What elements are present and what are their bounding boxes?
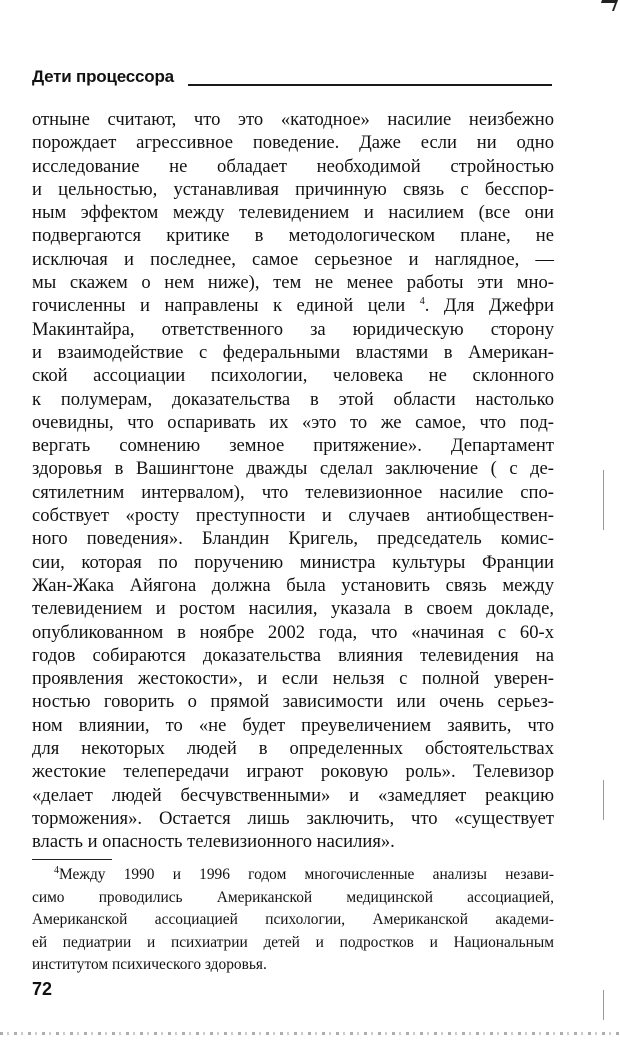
scan-artifact-edge xyxy=(603,470,604,530)
running-head-rule xyxy=(188,84,552,86)
body-line: ностью говорить о прямой зависимости или очень серьез- xyxy=(32,691,554,713)
body-line: сятилетним интервалом), что телевизионное насилие спо- xyxy=(32,481,554,503)
footnote-separator xyxy=(32,859,112,860)
body-line: и взаимодействие с федеральными властями в Американ- xyxy=(32,341,554,363)
body-line: Макинтайра, ответственного за юридическую сторону xyxy=(32,318,554,340)
body-line: подвергаются критике в методологическом плане, не xyxy=(32,225,554,247)
body-line: исключая и последнее, самое серьезное и наглядное, — xyxy=(32,248,554,270)
body-line: порождает агрессивное поведение. Даже если ни одно xyxy=(32,132,554,154)
scan-artifact-edge xyxy=(603,780,604,820)
body-line: власть и опасность телевизионного насилия». xyxy=(32,831,395,853)
body-line: вергать сомнению земное притяжение». Департамент xyxy=(32,435,554,457)
running-head xyxy=(32,66,552,90)
body-line: ской ассоциации психологии, человека не склонного xyxy=(32,365,554,387)
footnote-line: симо проводились Американской медицинской ассоциацией, xyxy=(32,888,554,906)
body-line: исследование не обладает необходимой стройностью xyxy=(32,155,554,177)
footnote-line: Американской ассоциацией психологии, Американской академи- xyxy=(32,911,554,928)
footnote-line: ей педиатрии и психиатрии детей и подростков и Национальным xyxy=(32,933,554,951)
body-line: сии, которая по поручению министра культуры Франции xyxy=(32,551,554,573)
body-line: отныне считают, что это «катодное» насилие неизбежно xyxy=(32,109,554,130)
footnote-line-with-marker xyxy=(32,864,554,887)
body-line: ном влиянии, то «не будет преувеличением заявить, что xyxy=(32,714,554,736)
scan-artifact-corner xyxy=(598,0,618,11)
body-line: годов собираются доказательства влияния телевидения на xyxy=(32,644,554,666)
body-line: торможения». Остается лишь заключить, что «существует xyxy=(32,807,554,829)
page-number: 72 xyxy=(32,979,53,999)
body-line: жестокие телепередачи играют роковую роль». Телевизор xyxy=(32,761,554,783)
body-line-segment: гочисленны и направлены к единой цели xyxy=(32,295,406,317)
body-line: телевидением и ростом насилия, указала в своем докладе, xyxy=(32,598,554,620)
body-line-with-footnote-ref xyxy=(32,294,554,317)
body-line: опубликованном в ноябре 2002 года, что «начиная с 60-х xyxy=(32,621,554,643)
body-line: мы скажем о нем ниже), тем не менее работы эти мно- xyxy=(32,272,554,294)
footnote xyxy=(32,864,554,977)
body-line: ным эффектом между телевидением и насилием (все они xyxy=(32,202,554,224)
scan-artifact-edge xyxy=(603,990,604,1020)
body-line: «делает людей бесчувственными» и «замедляет реакцию xyxy=(32,784,554,806)
body-line-segment: . Для Джефри xyxy=(424,295,555,317)
footnote-line-segment: Между 1990 и 1996 годом многочисленные анализы незави- xyxy=(59,866,554,883)
body-line: к полумерам, доказательства в этой области настолько xyxy=(32,388,554,410)
body-text xyxy=(32,108,554,854)
body-line: здоровья в Вашингтоне дважды сделал заключение ( с де- xyxy=(32,458,554,480)
body-line: проявления жестокости», и если нельзя с полной уверен- xyxy=(32,668,554,690)
body-line: очевидны, что оспаривать их «это то же самое, что под- xyxy=(32,411,554,433)
body-line: для некоторых людей в определенных обстоятельствах xyxy=(32,738,554,760)
body-line: ного поведения». Бландин Кригель, председатель комис- xyxy=(32,528,554,550)
footnote-reference: 4 xyxy=(419,296,425,308)
running-head-title: Дети процессора xyxy=(32,67,174,86)
body-line: и цельностью, устанавливая причинную связь с бесспор- xyxy=(32,178,554,200)
scan-artifact-bottom xyxy=(0,1032,620,1035)
footnote-line: институтом психического здоровья. xyxy=(32,956,267,973)
body-line: Жан-Жака Айягона должна была установить связь между xyxy=(32,574,554,596)
body-line: собствует «росту преступности и случаев антиобществен- xyxy=(32,505,554,527)
footnote-marker: 4 xyxy=(54,865,59,876)
